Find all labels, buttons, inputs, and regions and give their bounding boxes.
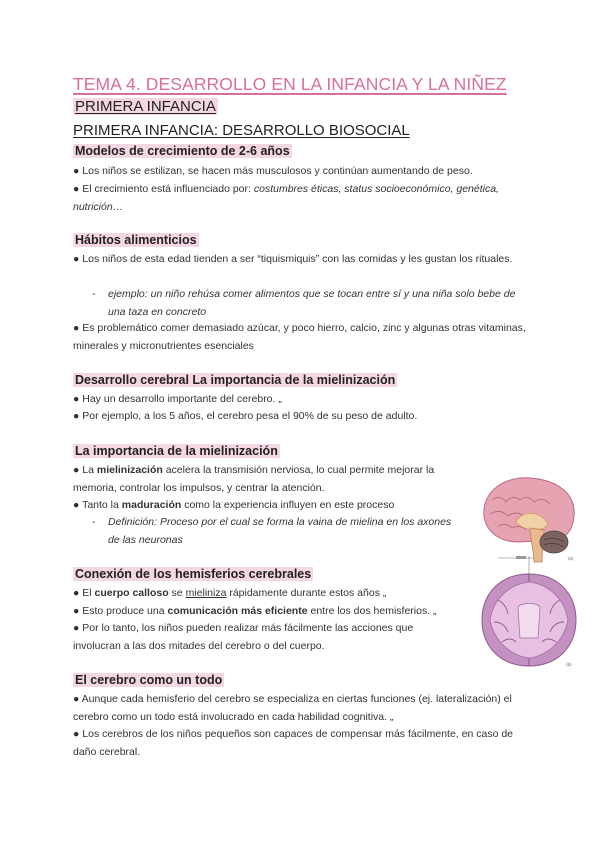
bullet-habitos-1: ● Los niños de esta edad tienden a ser “tiquismiquis” con las comidas y les gustan los rituales. <box>73 253 513 265</box>
bullet-todo-2: ● Los cerebros de los niños pequeños son capaces de compensar más fácilmente, en caso de daño cerebral. <box>73 728 514 758</box>
sub-bullet-mielinizacion: - Definición: Proceso por el cual se forma la vaina de mielina en los axones de las neuronas <box>92 516 452 546</box>
document-title: TEMA 4. DESARROLLO EN LA INFANCIA Y LA NIÑEZ <box>73 74 507 94</box>
bullet-mielinizacion-2: ● Tanto la maduración como la experiencia influyen en este proceso <box>73 499 395 511</box>
heading-hemisferios: Conexión de los hemisferios cerebrales <box>75 567 312 581</box>
sub-bullet-habitos: - ejemplo: un niño rehúsa comer alimentos que se tocan entre sí y una niña solo bebe de una taza en concreto <box>92 288 516 318</box>
section-heading: PRIMERA INFANCIA <box>75 98 216 115</box>
bullet-mielinizacion-1: ● La mielinización acelera la transmisión nerviosa, lo cual permite mejorar la memoria, controlar los impulsos, y centrar la atención. <box>73 464 435 494</box>
bullet-cerebral-1: ● Hay un desarrollo importante del cerebro. „ <box>73 393 282 405</box>
bullet-todo-1: ● Aunque cada hemisferio del cerebro se especializa en ciertas funciones (ej. lateralización) el cerebro como un todo está involucrado en cada habilidad cognitiva. „ <box>73 693 512 723</box>
bullet-modelos-1: ● Los niños se estilizan, se hacen más musculosos y continúan aumentando de peso. <box>73 165 473 177</box>
heading-modelos: Modelos de crecimiento de 2-6 años <box>75 144 290 158</box>
brain-coronal-icon <box>482 556 576 667</box>
bullet-hemisferios-1: ● El cuerpo calloso se mieliniza rápidamente durante estos años „ <box>73 587 387 599</box>
bullet-cerebral-2: ● Por ejemplo, a los 5 años, el cerebro pesa el 90% de su peso de adulto. <box>73 410 418 422</box>
heading-cerebral: Desarrollo cerebral La importancia de la mielinización <box>75 373 396 387</box>
bullet-hemisferios-2: ● Esto produce una comunicación más eficiente entre los dos hemisferios. „ <box>73 605 437 617</box>
svg-text:(b): (b) <box>566 662 572 667</box>
brain-illustration-icon <box>478 470 580 670</box>
subsection-heading: PRIMERA INFANCIA: DESARROLLO BIOSOCIAL <box>73 122 410 139</box>
bullet-habitos-2: ● Es problemático comer demasiado azúcar, y poco hierro, calcio, zinc y algunas otras vitaminas, minerales y micronutrientes esenciales <box>73 322 526 352</box>
heading-habitos: Hábitos alimenticios <box>75 233 197 247</box>
svg-text:(a): (a) <box>568 556 574 561</box>
bullet-modelos-2: ● El crecimiento está influenciado por: costumbres éticas, status socioeconómico, genética, nutrición… <box>73 183 499 213</box>
heading-todo: El cerebro como un todo <box>75 673 223 687</box>
heading-mielinizacion: La importancia de la mielinización <box>75 444 278 458</box>
brain-sagittal-icon <box>484 478 574 562</box>
bullet-hemisferios-3: ● Por lo tanto, los niños pueden realizar más fácilmente las acciones que involucran a las dos mitades del cerebro o del cuerpo. <box>73 622 414 652</box>
